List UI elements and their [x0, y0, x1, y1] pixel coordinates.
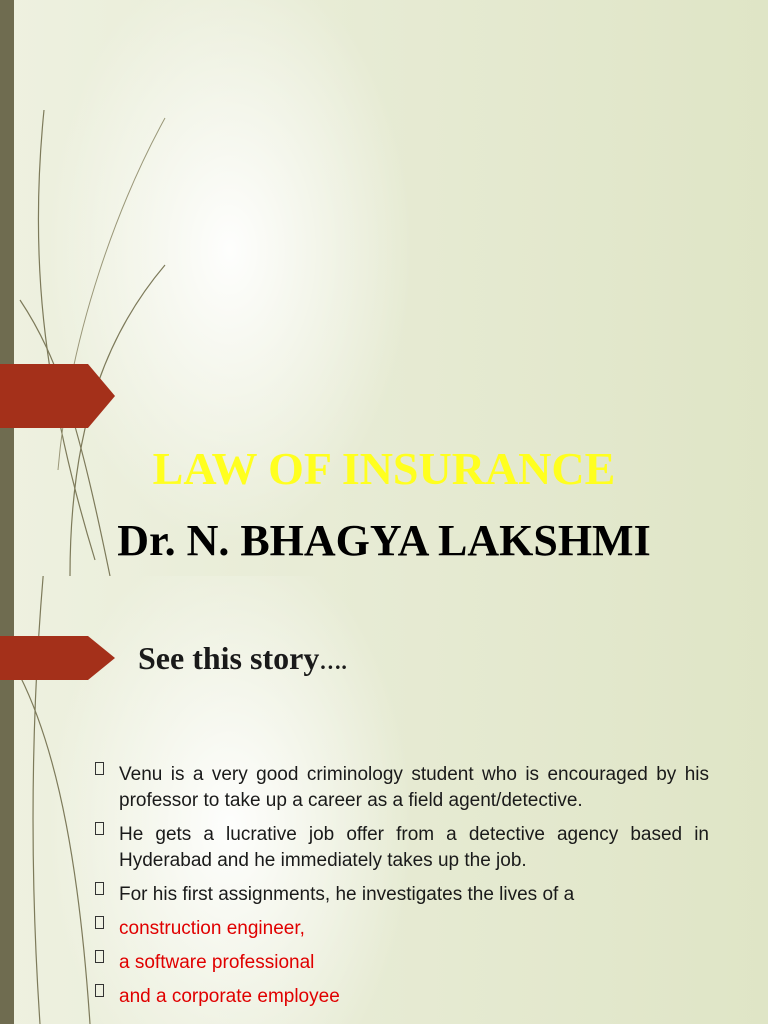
bullet-text: a software professional	[119, 952, 315, 973]
bullet-item	[95, 822, 709, 874]
bullet-item	[95, 984, 709, 1010]
bullet-box-icon	[95, 950, 104, 963]
story-slide	[0, 576, 768, 1024]
bullet-box-icon	[95, 882, 104, 895]
bullet-text: For his first assignments, he investigates the lives of a	[119, 884, 575, 905]
bullet-item	[95, 762, 709, 814]
bullet-item	[95, 916, 709, 942]
slide-title: LAW OF INSURANCE	[152, 443, 616, 494]
bullet-box-icon	[95, 984, 104, 997]
bullet-item	[95, 950, 709, 976]
author-name: Dr. N. BHAGYA LAKSHMI	[117, 516, 651, 565]
bullet-text: construction engineer,	[119, 918, 305, 939]
bullet-box-icon	[95, 822, 104, 835]
bullet-item	[95, 882, 709, 908]
story-heading-dots: ….	[319, 649, 347, 674]
story-heading	[138, 640, 347, 677]
bullet-box-icon	[95, 916, 104, 929]
bullet-text: Venu is a very good criminology student who is encouraged by his professor to take up a career as a field agent/detective.	[119, 764, 709, 811]
story-bullet-list	[95, 762, 709, 1018]
bullet-text: He gets a lucrative job offer from a detective agency based in Hyderabad and he immediately takes up the job.	[119, 824, 709, 871]
bullet-box-icon	[95, 762, 104, 775]
bullet-text: and a corporate employee	[119, 986, 340, 1007]
story-heading-text: See this story	[138, 640, 320, 676]
